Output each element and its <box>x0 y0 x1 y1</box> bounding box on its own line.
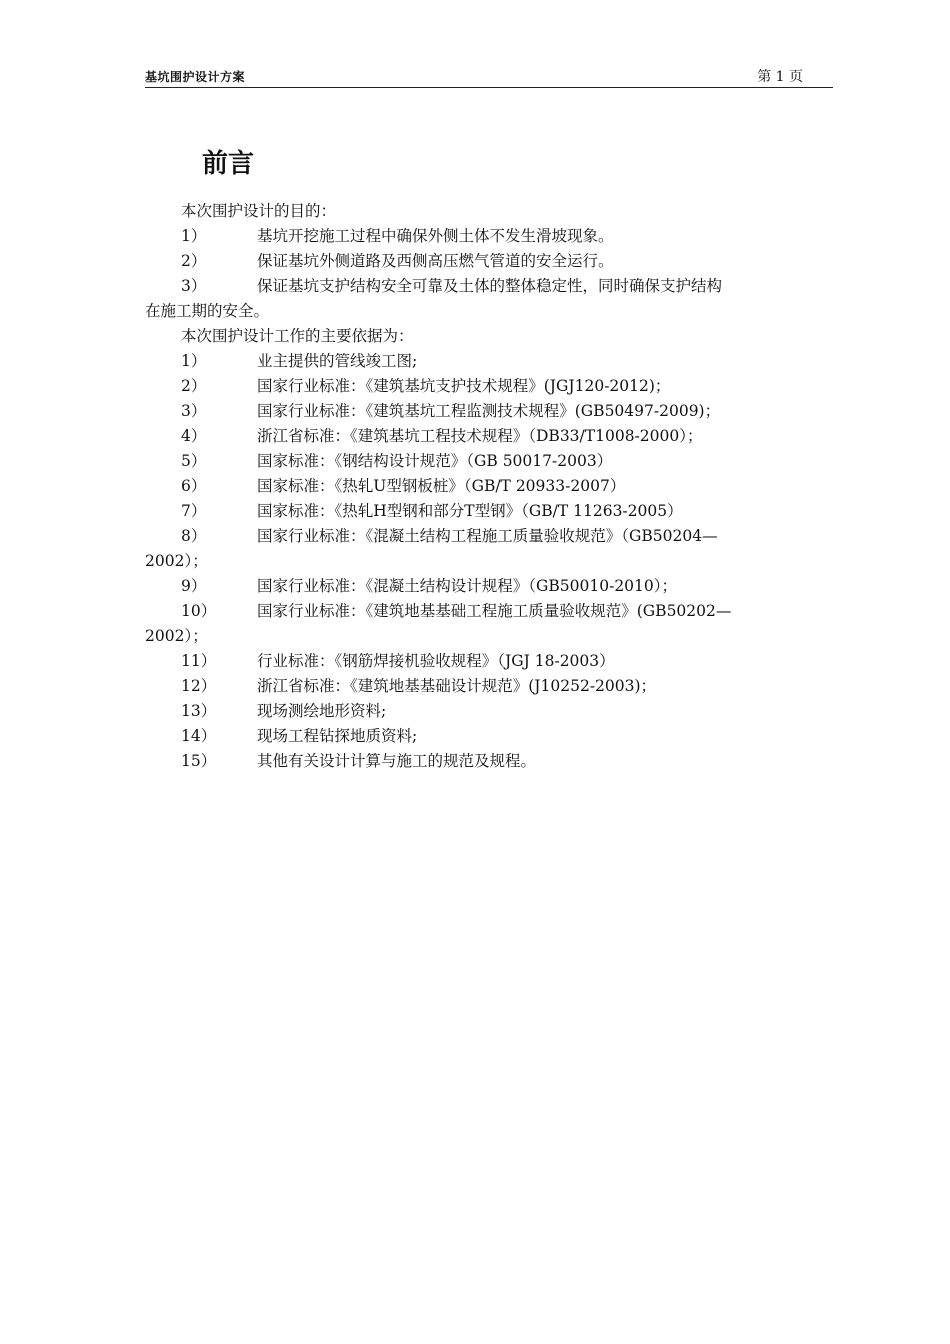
page-number: 第 1 页 <box>757 69 803 85</box>
item-number: 2） <box>181 252 207 270</box>
item-number: 10） <box>181 602 217 620</box>
item-text: 国家标准：《钢结构设计规范》（GB 50017-2003） <box>257 452 613 470</box>
item-text: 保证基坑支护结构安全可靠及土体的整体稳定性，同时确保支护结构 <box>257 277 723 295</box>
document-title: 前言 <box>202 149 255 179</box>
basis-item <box>145 724 835 749</box>
item-number: 13） <box>181 702 217 720</box>
item-text: 业主提供的管线竣工图; <box>257 352 418 370</box>
item-number: 7） <box>181 502 207 520</box>
item-text: 国家行业标准：《建筑基坑工程监测技术规程》(GB50497-2009)； <box>257 402 721 420</box>
page-header <box>145 66 833 88</box>
header-title: 基坑围护设计方案 <box>145 70 246 84</box>
basis-item <box>145 649 835 674</box>
item-continuation: 2002）； <box>145 552 208 570</box>
basis-item <box>145 749 835 774</box>
item-text: 行业标准：《钢筋焊接机验收规程》（JGJ 18-2003） <box>257 652 615 670</box>
item-text: 保证基坑外侧道路及西侧高压燃气管道的安全运行。 <box>257 252 614 270</box>
item-continuation: 在施工期的安全。 <box>145 302 270 320</box>
basis-item <box>145 674 835 699</box>
item-number: 2） <box>181 377 207 395</box>
item-number: 3） <box>181 277 207 295</box>
item-text: 国家行业标准：《建筑基坑支护技术规程》(JGJ120-2012)； <box>257 377 671 395</box>
item-text: 国家行业标准：《混凝土结构设计规程》（GB50010-2010）； <box>257 577 678 595</box>
item-text: 国家行业标准：《建筑地基基础工程施工质量验收规范》(GB50202— <box>257 602 732 620</box>
item-text: 国家标准：《热轧U型钢板桩》（GB/T 20933-2007） <box>257 477 626 495</box>
item-text: 国家标准：《热轧H型钢和部分T型钢》（GB/T 11263-2005） <box>257 502 683 520</box>
item-text: 现场工程钻探地质资料; <box>257 727 418 745</box>
item-text: 基坑开挖施工过程中确保外侧土体不发生滑坡现象。 <box>257 227 614 245</box>
basis-item <box>145 599 835 624</box>
basis-item <box>145 349 835 374</box>
basis-item <box>145 399 835 424</box>
item-number: 5） <box>181 452 207 470</box>
basis-item <box>145 574 835 599</box>
purpose-item <box>145 274 835 299</box>
item-text: 现场测绘地形资料; <box>257 702 387 720</box>
purpose-item <box>145 224 835 249</box>
item-number: 6） <box>181 477 207 495</box>
basis-item <box>145 474 835 499</box>
basis-item <box>145 424 835 449</box>
item-number: 3） <box>181 402 207 420</box>
item-text: 浙江省标准：《建筑基坑工程技术规程》（DB33/T1008-2000）； <box>257 427 703 445</box>
item-text: 国家行业标准：《混凝土结构工程施工质量验收规范》（GB50204— <box>257 527 718 545</box>
basis-item <box>145 374 835 399</box>
item-number: 1） <box>181 227 207 245</box>
basis-item <box>145 699 835 724</box>
basis-item <box>145 449 835 474</box>
item-number: 8） <box>181 527 207 545</box>
item-number: 15） <box>181 752 217 770</box>
item-number: 11） <box>181 652 217 670</box>
item-text: 其他有关设计计算与施工的规范及规程。 <box>257 752 537 770</box>
basis-item <box>145 524 835 549</box>
item-number: 12） <box>181 677 217 695</box>
item-continuation: 2002）； <box>145 627 208 645</box>
item-number: 4） <box>181 427 207 445</box>
item-text: 浙江省标准：《建筑地基基础设计规范》(J10252-2003)； <box>257 677 657 695</box>
basis-intro: 本次围护设计工作的主要依据为： <box>181 327 414 345</box>
basis-item <box>145 499 835 524</box>
purpose-item <box>145 249 835 274</box>
item-number: 14） <box>181 727 217 745</box>
item-number: 1） <box>181 352 207 370</box>
item-number: 9） <box>181 577 207 595</box>
document-body <box>145 199 835 774</box>
purpose-intro: 本次围护设计的目的： <box>181 202 337 220</box>
